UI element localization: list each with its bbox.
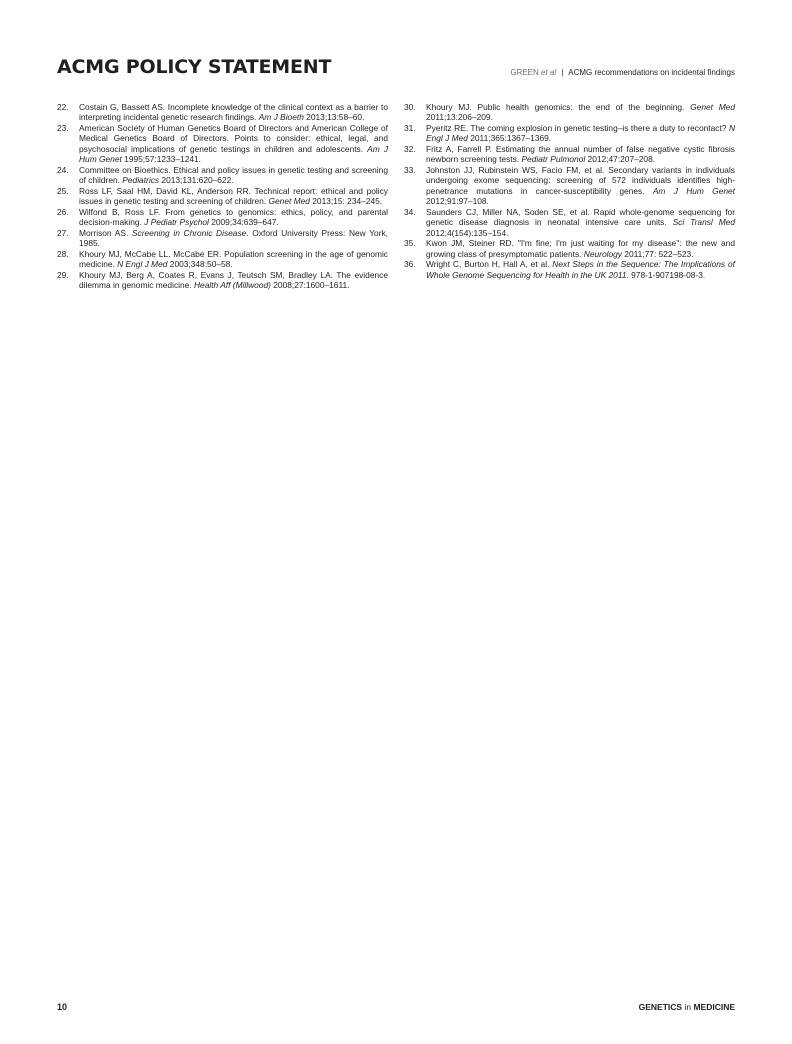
- reference-item: [404, 207, 735, 238]
- reference-number: 35.: [404, 238, 416, 249]
- reference-item: [404, 144, 735, 165]
- journal-name: [639, 1002, 735, 1012]
- reference-item: [57, 186, 388, 207]
- reference-item: [57, 165, 388, 186]
- journal-name-part2: MEDICINE: [693, 1002, 735, 1012]
- running-header-title: ACMG recommendations on incidental findings: [568, 68, 735, 77]
- reference-text: Ross LF, Saal HM, David KL, Anderson RR. Technical report: ethical and policy issues in genetic testing and screening of children.: [79, 185, 388, 207]
- reference-journal: Sci Transl Med: [672, 217, 735, 228]
- reference-item: [57, 228, 388, 249]
- reference-number: 28.: [57, 248, 69, 259]
- reference-journal: N Engl J Med: [426, 123, 735, 144]
- reference-item: [57, 102, 388, 123]
- reference-text: Wright C, Burton H, Hall A, et al.: [426, 259, 553, 270]
- page-number: 10: [57, 1002, 68, 1012]
- running-header-separator: |: [561, 68, 564, 77]
- reference-citation: . Oxford University Press: New York, 1985.: [79, 227, 388, 249]
- reference-number: 26.: [57, 206, 69, 217]
- reference-number: 29.: [57, 269, 69, 280]
- reference-number: 32.: [404, 144, 416, 154]
- reference-number: 25.: [57, 185, 69, 196]
- reference-number: 30.: [404, 102, 416, 112]
- reference-number: 33.: [404, 165, 416, 175]
- reference-item: [57, 207, 388, 228]
- reference-journal: Neurology: [583, 248, 622, 259]
- reference-text: Wilfond B, Ross LF. From genetics to genomics: ethics, policy, and parental decision-making.: [79, 206, 388, 228]
- reference-citation: 2013;13:58–60.: [303, 112, 365, 123]
- reference-item: [57, 270, 388, 291]
- reference-text: Fritz A, Farrell P. Estimating the annual number of false negative cystic fibrosis newborn screening tests.: [426, 144, 735, 165]
- references-column-right: [404, 102, 735, 280]
- reference-citation: 2013;15: 234–245.: [309, 196, 383, 207]
- reference-citation: 2012;91:97–108.: [426, 196, 489, 207]
- running-header-authors: GREEN: [510, 68, 539, 77]
- reference-journal: Genet Med: [268, 196, 310, 207]
- reference-text: Johnston JJ, Rubinstein WS, Facio FM, et al. Secondary variants in individuals undergoing exome sequencing: screening of 572 individuals identifies high-penetrance mutations in cancer-susceptibility genes.: [426, 165, 735, 196]
- reference-item: [57, 123, 388, 165]
- references-column-left: [57, 102, 388, 291]
- reference-item: [404, 238, 735, 259]
- reference-text: Kwon JM, Steiner RD. "I'm fine; I'm just waiting for my disease": the new and growing class of presymptomatic patients.: [426, 238, 735, 259]
- journal-name-in: in: [682, 1002, 694, 1012]
- reference-citation: 2011;13:206–209.: [426, 112, 493, 123]
- reference-citation: 2012;4(154):135–154.: [426, 227, 509, 238]
- reference-citation: 2003;348:50–58.: [167, 259, 233, 270]
- reference-citation: 2008;27:1600–1611.: [270, 280, 350, 291]
- reference-citation: 2009;34:639–647.: [208, 217, 279, 228]
- reference-number: 24.: [57, 164, 69, 175]
- reference-citation: 2012;47:207–208.: [585, 154, 656, 165]
- page-title: ACMG POLICY STATEMENT: [57, 56, 332, 78]
- reference-item: [404, 165, 735, 207]
- reference-journal: Pediatr Pulmonol: [521, 154, 586, 165]
- reference-journal: Am J Bioeth: [258, 112, 304, 123]
- journal-name-part1: GENETICS: [638, 1002, 683, 1012]
- reference-text: American Society of Human Genetics Board of Directors and American College of Medical Genetics Board of Directors. Points to consider: ethical, legal, and psychosocial implications of genetic testings in children and adolescents.: [79, 123, 388, 154]
- running-header-etal: et al: [541, 68, 557, 77]
- reference-number: 27.: [57, 227, 69, 238]
- reference-number: 23.: [57, 123, 69, 133]
- reference-number: 22.: [57, 102, 69, 112]
- reference-text: Pyeritz RE. The coming explosion in genetic testing–is there a duty to recontact?: [426, 123, 729, 133]
- reference-journal: Health Aff (Millwood): [193, 280, 271, 291]
- reference-citation: 2013;131:620–622.: [159, 175, 234, 186]
- reference-text: Khoury MJ. Public health genomics: the end of the beginning.: [426, 102, 691, 112]
- reference-citation: . 978-1-907198-08-3.: [626, 269, 706, 280]
- reference-number: 36.: [404, 259, 416, 270]
- reference-text: Saunders CJ, Miller NA, Soden SE, et al. Rapid whole-genome sequencing for genetic disease diagnosis in neonatal intensive care units.: [426, 206, 735, 228]
- reference-citation: 2011;77: 522–523.: [621, 248, 694, 259]
- reference-journal: Am J Hum Genet: [652, 185, 735, 196]
- reference-number: 34.: [404, 206, 416, 217]
- reference-text: Morrison AS.: [79, 227, 132, 238]
- reference-number: 31.: [404, 123, 416, 133]
- reference-journal: Next Steps in the Sequence: The Implications of Whole Genome Sequencing for Health in the UK 2011: [426, 259, 735, 280]
- reference-citation: 2011;365:1367–1369.: [467, 133, 552, 144]
- running-header: [510, 68, 735, 77]
- reference-journal: J Pediatr Psychol: [144, 217, 209, 228]
- reference-text: Costain G, Bassett AS. Incomplete knowledge of the clinical context as a barrier to interpreting incidental genetic research findings.: [79, 102, 388, 123]
- reference-journal: N Engl J Med: [117, 259, 168, 270]
- reference-journal: Am J Hum Genet: [79, 143, 389, 165]
- reference-journal: Screening in Chronic Disease: [131, 227, 247, 238]
- reference-journal: Pediatrics: [122, 175, 160, 186]
- reference-text: Committee on Bioethics. Ethical and policy issues in genetic testing and screening of children.: [79, 164, 388, 186]
- reference-journal: Genet Med: [690, 102, 735, 112]
- reference-item: [404, 102, 735, 123]
- reference-item: [404, 259, 735, 280]
- reference-item: [404, 123, 735, 144]
- reference-citation: 1995;57:1233–1241.: [121, 154, 202, 165]
- reference-text: Khoury MJ, Berg A, Coates R, Evans J, Teutsch SM, Bradley LA. The evidence dilemma in genomic medicine.: [79, 269, 388, 291]
- reference-item: [57, 249, 388, 270]
- reference-text: Khoury MJ, McCabe LL, McCabe ER. Population screening in the age of genomic medicine.: [79, 248, 388, 270]
